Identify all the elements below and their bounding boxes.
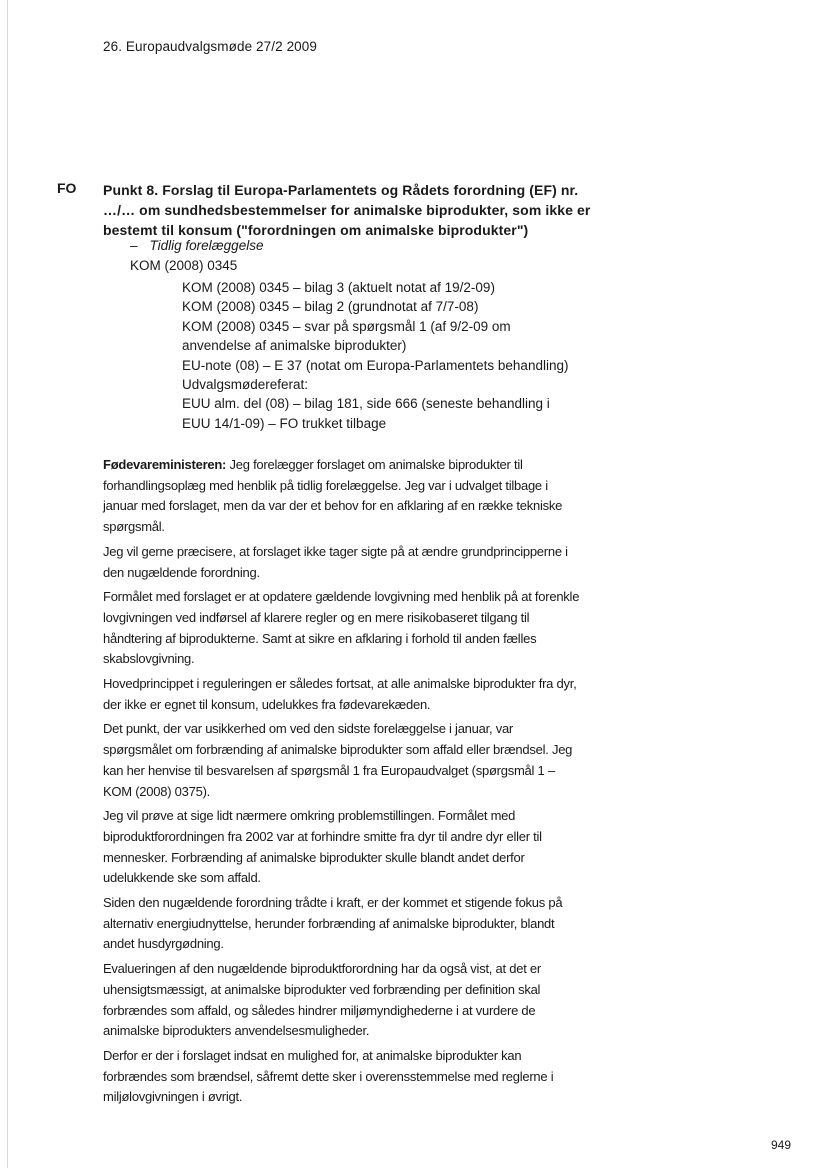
speech-paragraph: Evalueringen af den nugældende biproduktforordning har da også vist, at det er uhensigtsmæssigt, at animalske biprodukter ved forbrænding per definition skal forbrændes som affald, og således hindrer miljømyndighederne i at vurdere de animalske biprodukters anvendelsesmuligheder. <box>103 961 541 1039</box>
speech-paragraph: Derfor er der i forslaget indsat en mulighed for, at animalske biprodukter kan forbrændes som brændsel, såfremt dette sker i overensstemmelse med reglerne i miljølovgivningen i øvrigt. <box>103 1047 554 1105</box>
reference-line: Udvalgsmødereferat: <box>182 377 309 393</box>
speech-paragraph: Jeg vil prøve at sige lidt nærmere omkring problemstillingen. Formålet med biproduktforordningen fra 2002 var at forhindre smitte fra dyr til andre dyr eller til mennesker. Forbrænding af animalske biprodukter skulle blandt andet derfor udelukkende ske som affald. <box>103 808 542 886</box>
margin-code: FO <box>57 180 77 196</box>
speech-paragraph: Siden den nugældende forordning trådte i kraft, er der kommet et stigende fokus på alternativ energiudnyttelse, herunder forbrænding af animalske biprodukter, blandt andet husdyrgødning. <box>103 895 563 952</box>
reference-line: EU-note (08) – E 37 (notat om Europa-Parlamentets behandling) <box>182 357 569 373</box>
speech-paragraph: Jeg vil gerne præcisere, at forslaget ikke tager sigte på at ændre grundprincipperne i den nugældende forordning. <box>103 543 568 580</box>
reference-line: EUU alm. del (08) – bilag 181, side 666 (seneste behandling i <box>182 396 550 412</box>
reference-line: anvendelse af animalske biprodukter) <box>182 338 407 354</box>
title-line: …/… om sundhedsbestemmelser for animalske biprodukter, som ikke er <box>103 202 591 218</box>
title-line: Punkt 8. Forslag til Europa-Parlamentets og Rådets forordning (EF) nr. <box>103 182 579 198</box>
speaker-name: Fødevareministeren: <box>103 457 227 472</box>
speech-paragraph: Formålet med forslaget er at opdatere gældende lovgivning med henblik på at forenkle lovgivningen ved indførsel af klarere regler og en mere risikobaseret tilgang til håndtering af biprodukterne. Samt at sikre en afklaring i forhold til anden fælles skabslovgivning. <box>103 589 580 667</box>
reference-line: KOM (2008) 0345 – bilag 2 (grundnotat af 7/7-08) <box>182 299 479 315</box>
running-header: 26. Europaudvalgsmøde 27/2 2009 <box>103 39 317 54</box>
scan-edge-line <box>7 0 8 1168</box>
speech-paragraph: Det punkt, der var usikkerhed om ved den sidste forelæggelse i januar, var spørgsmålet om forbrænding af animalske biprodukter som affald eller brændsel. Jeg kan her henvise til besvarelsen af spørgsmål 1 fra Europaudvalget (spørgsmål 1 – KOM (2008) 0375). <box>103 721 573 799</box>
stage-label: Tidlig forelæggelse <box>149 238 264 253</box>
page-number: 949 <box>771 1138 792 1152</box>
speech-body <box>103 455 581 1112</box>
kom-number: KOM (2008) 0345 <box>130 258 238 273</box>
paragraph-text: Jeg forelægger forslaget om animalske biprodukter til forhandlingsoplæg med henblik på tidlig forelæggelse. Jeg var i udvalget tilbage i januar med forslaget, men da var der et behov for en afklaring af en række tekniske spørgsmål. <box>103 457 563 535</box>
reference-line: EUU 14/1-09) – FO trukket tilbage <box>182 415 387 431</box>
speech-paragraph: Hovedprincippet i reguleringen er således fortsat, at alle animalske biprodukter fra dyr, der ikke er egnet til konsum, udelukkes fra fødevarekæden. <box>103 676 577 712</box>
title-line: bestemt til konsum ("forordningen om animalske biprodukter") <box>103 222 529 238</box>
stage-dash: – <box>130 238 138 253</box>
reference-line: KOM (2008) 0345 – bilag 3 (aktuelt notat af 19/2-09) <box>182 280 495 295</box>
reference-list <box>182 278 602 433</box>
speech-paragraph <box>103 455 581 538</box>
reference-line: KOM (2008) 0345 – svar på spørgsmål 1 (af 9/2-09 om <box>182 318 511 334</box>
procedure-stage <box>130 238 263 253</box>
agenda-item-title <box>103 180 603 240</box>
